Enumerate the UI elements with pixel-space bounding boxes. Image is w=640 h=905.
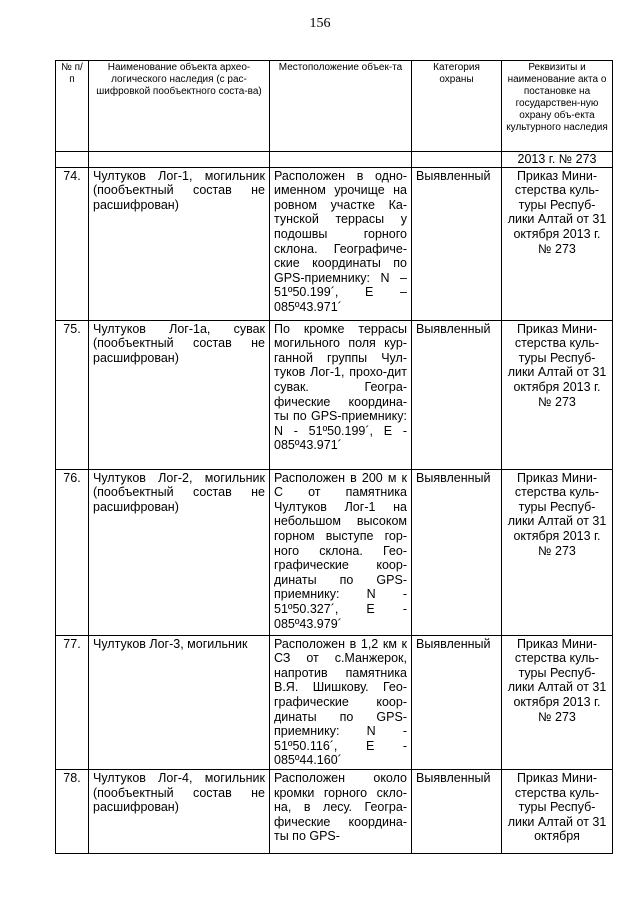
row-requisites: Приказ Мини-стерства куль-туры Респуб-лики Алтай от 31 октября	[502, 769, 613, 853]
row-category: Выявленный	[412, 320, 502, 469]
row-location: По кромке террасы могильного поля кур-ганной группы Чул-туков Лог-1, прохо-дит сувак. Геогра-фические координа-ты по GPS-приемнику: N - 51º50.199´, E - 085º43.971´	[270, 320, 412, 469]
row-num: 76.	[56, 469, 89, 635]
row-num: 77.	[56, 635, 89, 769]
row-name: Чултуков Лог-4, могильник (пообъектный состав не расшифрован)	[89, 769, 270, 853]
table-row	[56, 320, 613, 469]
row-num: 78.	[56, 769, 89, 853]
continuation-requisites: 2013 г. № 273	[502, 152, 613, 168]
row-name: Чултуков Лог-2, могильник (пообъектный состав не расшифрован)	[89, 469, 270, 635]
header-category: Категория охраны	[412, 61, 502, 152]
row-num: 75.	[56, 320, 89, 469]
row-location: Расположен в одно-именном урочище на ровном участке Ка-тунской террасы у подошвы горного склона. Географиче-ские координаты по GPS-приемнику: N – 51º50.199´, E – 085º43.971´	[270, 167, 412, 320]
row-requisites: Приказ Мини-стерства куль-туры Респуб-лики Алтай от 31 октября 2013 г. № 273	[502, 635, 613, 769]
monuments-table	[55, 60, 613, 854]
table-row	[56, 769, 613, 853]
header-requisites: Реквизиты и наименование акта о постановке на государствен-ную охрану объ-екта культурного наследия	[502, 61, 613, 152]
page-number: 156	[309, 16, 331, 31]
row-requisites: Приказ Мини-стерства куль-туры Респуб-лики Алтай от 31 октября 2013 г. № 273	[502, 320, 613, 469]
row-num: 74.	[56, 167, 89, 320]
row-location: Расположен в 1,2 км к СЗ от с.Манжерок, напротив памятника В.Я. Шишкову. Гео-графические коор-динаты по GPS-приемнику: N - 51º50.116´, E - 085º44.160´	[270, 635, 412, 769]
row-requisites: Приказ Мини-стерства куль-туры Респуб-лики Алтай от 31 октября 2013 г. № 273	[502, 469, 613, 635]
row-category: Выявленный	[412, 469, 502, 635]
header-location: Местоположение объек-та	[270, 61, 412, 152]
row-location: Расположен около кромки горного скло-на, в лесу. Геогра-фические координа-ты по GPS-	[270, 769, 412, 853]
row-category: Выявленный	[412, 635, 502, 769]
continuation-row	[56, 152, 613, 168]
row-name: Чултуков Лог-1, могильник (пообъектный состав не расшифрован)	[89, 167, 270, 320]
header-name: Наименование объекта архео-логического наследия (с рас-шифровкой пообъектного соста-ва)	[89, 61, 270, 152]
row-name: Чултуков Лог-1а, сувак (пообъектный состав не расшифрован)	[89, 320, 270, 469]
row-category: Выявленный	[412, 769, 502, 853]
table-header-row	[56, 61, 613, 152]
table-row	[56, 469, 613, 635]
row-location: Расположен в 200 м к С от памятника Чултуков Лог-1 на небольшом высоком горном выступе гор-ного склона. Гео-графические коор-динаты по GPS-приемнику: N - 51º50.327´, E - 085º43.979´	[270, 469, 412, 635]
row-category: Выявленный	[412, 167, 502, 320]
table-row	[56, 167, 613, 320]
header-num: № п/п	[56, 61, 89, 152]
table-row	[56, 635, 613, 769]
row-name: Чултуков Лог-3, могильник	[89, 635, 270, 769]
row-requisites: Приказ Мини-стерства куль-туры Респуб-лики Алтай от 31 октября 2013 г. № 273	[502, 167, 613, 320]
